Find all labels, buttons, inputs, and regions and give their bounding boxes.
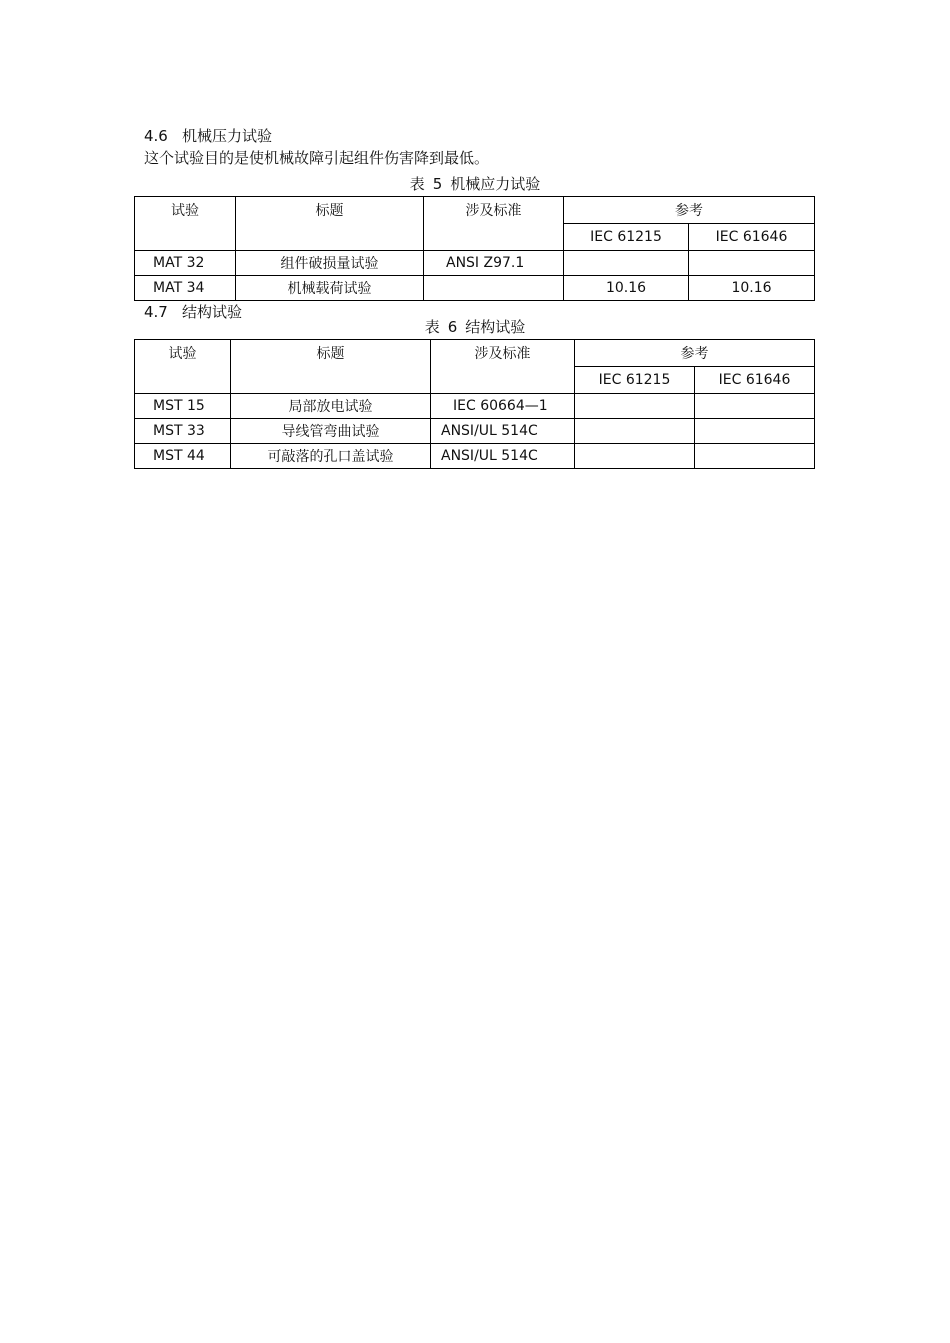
caption-number: 5 [432, 175, 443, 193]
cell-ref1 [575, 394, 695, 419]
cell-ref2 [695, 419, 815, 444]
table-row [135, 419, 815, 444]
header-ref-iec61215: IEC 61215 [564, 224, 689, 251]
header-reference: 参考 [564, 197, 815, 224]
table-mechanical-stress [134, 196, 815, 301]
table-caption-5 [0, 174, 950, 194]
cell-ref1 [575, 419, 695, 444]
table-structural [134, 339, 815, 469]
section-number: 4.7 [144, 303, 168, 321]
section-number: 4.6 [144, 127, 168, 145]
cell-title: 机械载荷试验 [236, 276, 424, 301]
cell-standard: IEC 60664—1 [431, 394, 575, 419]
table-row [135, 444, 815, 469]
cell-ref2: 10.16 [689, 276, 815, 301]
header-test: 试验 [135, 340, 231, 394]
cell-ref1 [564, 251, 689, 276]
cell-standard: ANSI Z97.1 [424, 251, 564, 276]
cell-standard [424, 276, 564, 301]
header-test: 试验 [135, 197, 236, 251]
section-title: 结构试验 [182, 303, 243, 321]
cell-test: MST 33 [135, 419, 231, 444]
cell-ref1 [575, 444, 695, 469]
table-row [135, 251, 815, 276]
cell-ref2 [695, 444, 815, 469]
cell-title: 局部放电试验 [231, 394, 431, 419]
caption-prefix: 表 [424, 318, 440, 336]
table-caption-6 [0, 317, 950, 337]
cell-ref1: 10.16 [564, 276, 689, 301]
caption-number: 6 [447, 318, 458, 336]
caption-title: 结构试验 [465, 318, 526, 336]
cell-test: MST 15 [135, 394, 231, 419]
table-header-row [135, 197, 815, 224]
header-title: 标题 [236, 197, 424, 251]
caption-title: 机械应力试验 [450, 175, 541, 193]
table-row [135, 394, 815, 419]
header-reference: 参考 [575, 340, 815, 367]
section-paragraph: 这个试验目的是使机械故障引起组件伤害降到最低。 [144, 149, 490, 167]
cell-test: MAT 34 [135, 276, 236, 301]
cell-title: 导线管弯曲试验 [231, 419, 431, 444]
cell-test: MAT 32 [135, 251, 236, 276]
cell-standard: ANSI/UL 514C [431, 419, 575, 444]
header-ref-iec61215: IEC 61215 [575, 367, 695, 394]
cell-ref2 [689, 251, 815, 276]
header-standard: 涉及标准 [424, 197, 564, 251]
caption-prefix: 表 [409, 175, 425, 193]
cell-title: 可敲落的孔口盖试验 [231, 444, 431, 469]
table-header-row [135, 340, 815, 367]
header-ref-iec61646: IEC 61646 [695, 367, 815, 394]
cell-ref2 [695, 394, 815, 419]
section-title: 机械压力试验 [182, 127, 273, 145]
cell-standard: ANSI/UL 514C [431, 444, 575, 469]
section-heading-4-6 [144, 126, 272, 146]
header-standard: 涉及标准 [431, 340, 575, 394]
table-row [135, 276, 815, 301]
cell-title: 组件破损量试验 [236, 251, 424, 276]
header-title: 标题 [231, 340, 431, 394]
cell-test: MST 44 [135, 444, 231, 469]
header-ref-iec61646: IEC 61646 [689, 224, 815, 251]
